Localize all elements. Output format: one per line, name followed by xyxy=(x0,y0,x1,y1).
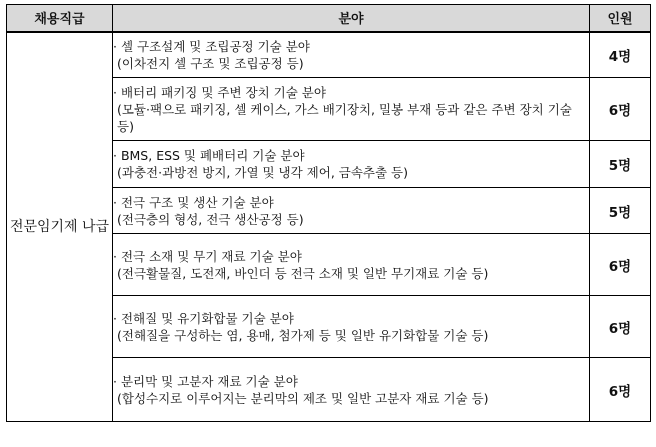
count-cell: 6명 xyxy=(590,78,651,141)
recruitment-table xyxy=(6,4,651,422)
field-description: (모듈·팩으로 패키징, 셀 케이스, 가스 배기장치, 밀봉 부재 등과 같은 주변 장치 기술 등) xyxy=(117,101,572,134)
count-cell: 6명 xyxy=(590,358,651,422)
field-title: · 분리막 및 고분자 재료 기술 분야 xyxy=(113,373,298,389)
field-description: (전극활물질, 도전재, 바인더 등 전극 소재 및 일반 무기재료 기술 등) xyxy=(117,265,489,281)
field-title: · 전극 구조 및 생산 기술 분야 xyxy=(113,194,274,210)
field-description: (전해질을 구성하는 염, 용매, 첨가제 등 및 일반 유기화합물 기술 등) xyxy=(117,327,489,343)
field-title: · 전극 소재 및 무기 재료 기술 분야 xyxy=(113,248,302,264)
count-cell: 6명 xyxy=(590,296,651,358)
field-description: (전극층의 형성, 전극 생산공정 등) xyxy=(117,211,304,227)
field-cell xyxy=(113,188,590,234)
field-title: · 셀 구조설계 및 조립공정 기술 분야 xyxy=(113,38,310,54)
header-category: 채용직급 xyxy=(7,5,113,32)
field-cell xyxy=(113,358,590,422)
header-field: 분야 xyxy=(113,5,590,32)
field-description: (이차전지 셀 구조 및 조립공정 등) xyxy=(117,55,304,71)
count-cell: 5명 xyxy=(590,188,651,234)
field-cell xyxy=(113,296,590,358)
field-cell xyxy=(113,141,590,188)
field-title: · BMS, ESS 및 폐배터리 기술 분야 xyxy=(113,148,305,163)
count-cell: 5명 xyxy=(590,141,651,188)
count-cell: 6명 xyxy=(590,234,651,296)
field-cell xyxy=(113,78,590,141)
count-cell: 4명 xyxy=(590,32,651,78)
field-title: · 배터리 패키징 및 주변 장치 기술 분야 xyxy=(113,84,326,100)
field-description: (과충전·과방전 방지, 가열 및 냉각 제어, 금속추출 등) xyxy=(117,165,408,180)
field-title: · 전해질 및 유기화합물 기술 분야 xyxy=(113,310,294,326)
field-cell xyxy=(113,234,590,296)
table-header-row xyxy=(7,5,651,32)
field-cell xyxy=(113,32,590,78)
table-row xyxy=(7,32,651,78)
header-count: 인원 xyxy=(590,5,651,32)
field-description: (합성수지로 이루어지는 분리막의 제조 및 일반 고분자 재료 기술 등) xyxy=(117,390,489,406)
category-cell: 전문임기제 나급 xyxy=(7,32,113,422)
